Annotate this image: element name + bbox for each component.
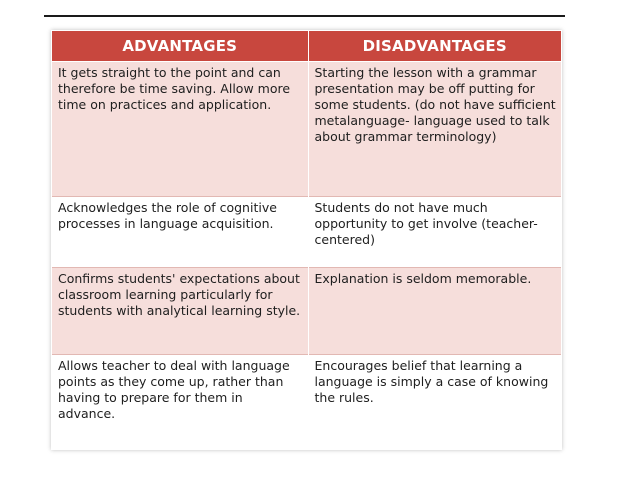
disadvantage-cell: Students do not have much opportunity to get involve (teacher-centered) [308,197,561,268]
advantage-cell: It gets straight to the point and can therefore be time saving. Allow more time on practices and application. [52,62,308,197]
table-row [52,197,561,268]
comparison-table-frame [51,30,562,450]
advantages-disadvantages-table [52,31,561,442]
table-row [52,268,561,355]
disadvantage-cell: Starting the lesson with a grammar presentation may be off putting for some students. (do not have sufficient metalanguage- language used to talk about grammar terminology) [308,62,561,197]
disadvantages-header: DISADVANTAGES [308,31,561,62]
table-header-row [52,31,561,62]
advantage-cell: Allows teacher to deal with language points as they come up, rather than having to prepare for them in advance. [52,355,308,443]
disadvantage-cell: Encourages belief that learning a language is simply a case of knowing the rules. [308,355,561,443]
table-row [52,355,561,443]
advantage-cell: Confirms students' expectations about classroom learning particularly for students with analytical learning style. [52,268,308,355]
advantages-header: ADVANTAGES [52,31,308,62]
top-divider-line [44,15,565,17]
table-row [52,62,561,197]
disadvantage-cell: Explanation is seldom memorable. [308,268,561,355]
advantage-cell: Acknowledges the role of cognitive processes in language acquisition. [52,197,308,268]
